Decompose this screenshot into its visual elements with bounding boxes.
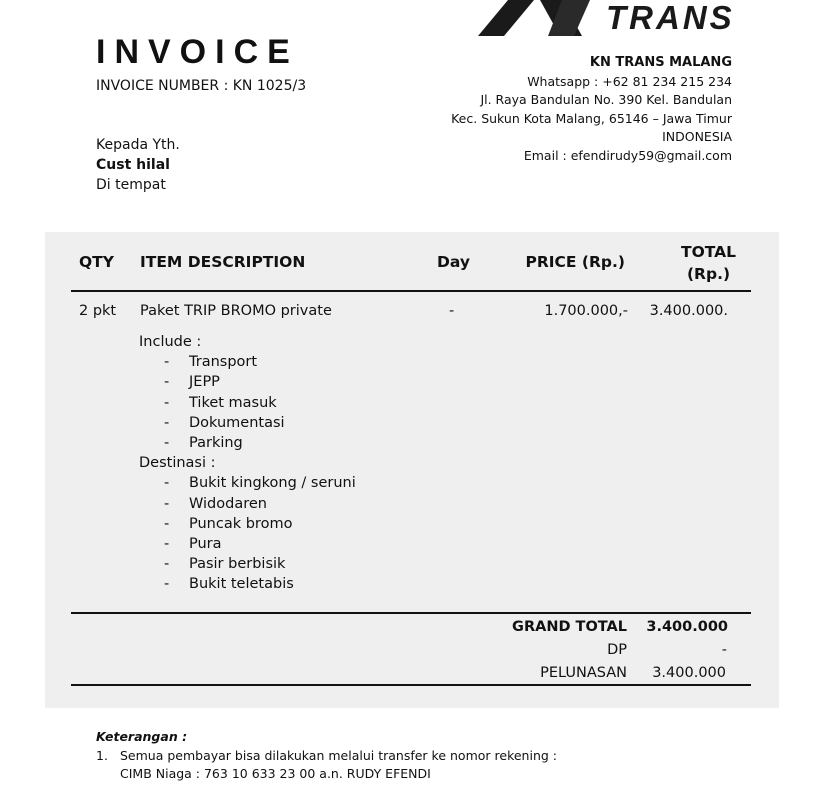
package-details <box>139 332 356 595</box>
row-day: - <box>449 303 455 319</box>
logo-wordmark: TRANS <box>606 0 735 36</box>
header-day: Day <box>437 253 470 271</box>
pelunasan-value: 3.400.000 <box>652 665 726 681</box>
recipient-name: Cust hilal <box>96 157 170 173</box>
list-item: - Pura <box>139 534 356 554</box>
list-item: - Dokumentasi <box>139 413 356 433</box>
company-address-line2: Kec. Sukun Kota Malang, 65146 – Jawa Timur <box>451 110 732 126</box>
list-item: - Bukit kingkong / seruni <box>139 473 356 493</box>
summary-top-divider <box>71 612 751 614</box>
row-price: 1.700.000,- <box>544 303 628 319</box>
recipient-greeting: Kepada Yth. <box>96 137 180 153</box>
notes-item <box>96 747 557 784</box>
list-item: - Transport <box>139 352 356 372</box>
dp-label: DP <box>607 642 627 658</box>
include-label: Include : <box>139 334 202 350</box>
row-qty: 2 pkt <box>79 303 117 319</box>
pelunasan-label: PELUNASAN <box>540 665 627 681</box>
summary-bottom-divider <box>71 684 751 686</box>
include-list <box>139 352 356 453</box>
logo-mark-icon <box>478 0 608 40</box>
notes-item-line1: Semua pembayar bisa dilakukan melalui transfer ke nomor rekening : <box>120 747 557 763</box>
header-total-line2: (Rp.) <box>686 265 731 283</box>
header-qty: QTY <box>79 253 114 271</box>
list-item: - Tiket masuk <box>139 393 356 413</box>
header-description: ITEM DESCRIPTION <box>140 253 306 271</box>
notes-heading: Keterangan : <box>96 729 188 744</box>
company-name: KN TRANS MALANG <box>589 55 732 70</box>
list-item: - Pasir berbisik <box>139 554 356 574</box>
recipient-location: Di tempat <box>96 177 166 193</box>
invoice-number: INVOICE NUMBER : KN 1025/3 <box>96 78 307 94</box>
destination-label: Destinasi : <box>139 455 216 472</box>
header-total-line1: TOTAL <box>681 243 736 261</box>
grand-total-label: GRAND TOTAL <box>512 619 627 635</box>
grand-total-value: 3.400.000 <box>646 619 728 635</box>
header-price: PRICE (Rp.) <box>525 253 625 271</box>
list-item: - Puncak bromo <box>139 514 356 534</box>
company-email: Email : efendirudy59@gmail.com <box>523 147 732 163</box>
company-address-line1: Jl. Raya Bandulan No. 390 Kel. Bandulan <box>480 92 732 107</box>
list-item: - Parking <box>139 433 356 453</box>
list-item: - JEPP <box>139 372 356 392</box>
recipient-block <box>96 135 180 195</box>
table-header <box>71 232 751 292</box>
notes-section <box>96 728 557 784</box>
list-item: - Bukit teletabis <box>139 574 356 594</box>
destination-list <box>139 473 356 594</box>
list-item: - Widodaren <box>139 494 356 514</box>
row-description: Paket TRIP BROMO private <box>140 303 332 319</box>
company-info <box>451 54 732 165</box>
header-total <box>681 241 736 285</box>
notes-item-number: 1. <box>96 747 108 763</box>
invoice-title: INVOICE <box>96 33 299 71</box>
notes-item-line2: CIMB Niaga : 763 10 633 23 00 a.n. RUDY EFENDI <box>120 766 431 781</box>
company-logo <box>478 0 738 40</box>
dp-value: - <box>721 642 727 658</box>
company-whatsapp: Whatsapp : +62 81 234 215 234 <box>527 73 732 89</box>
company-country: INDONESIA <box>662 129 732 144</box>
row-total: 3.400.000. <box>649 303 728 319</box>
